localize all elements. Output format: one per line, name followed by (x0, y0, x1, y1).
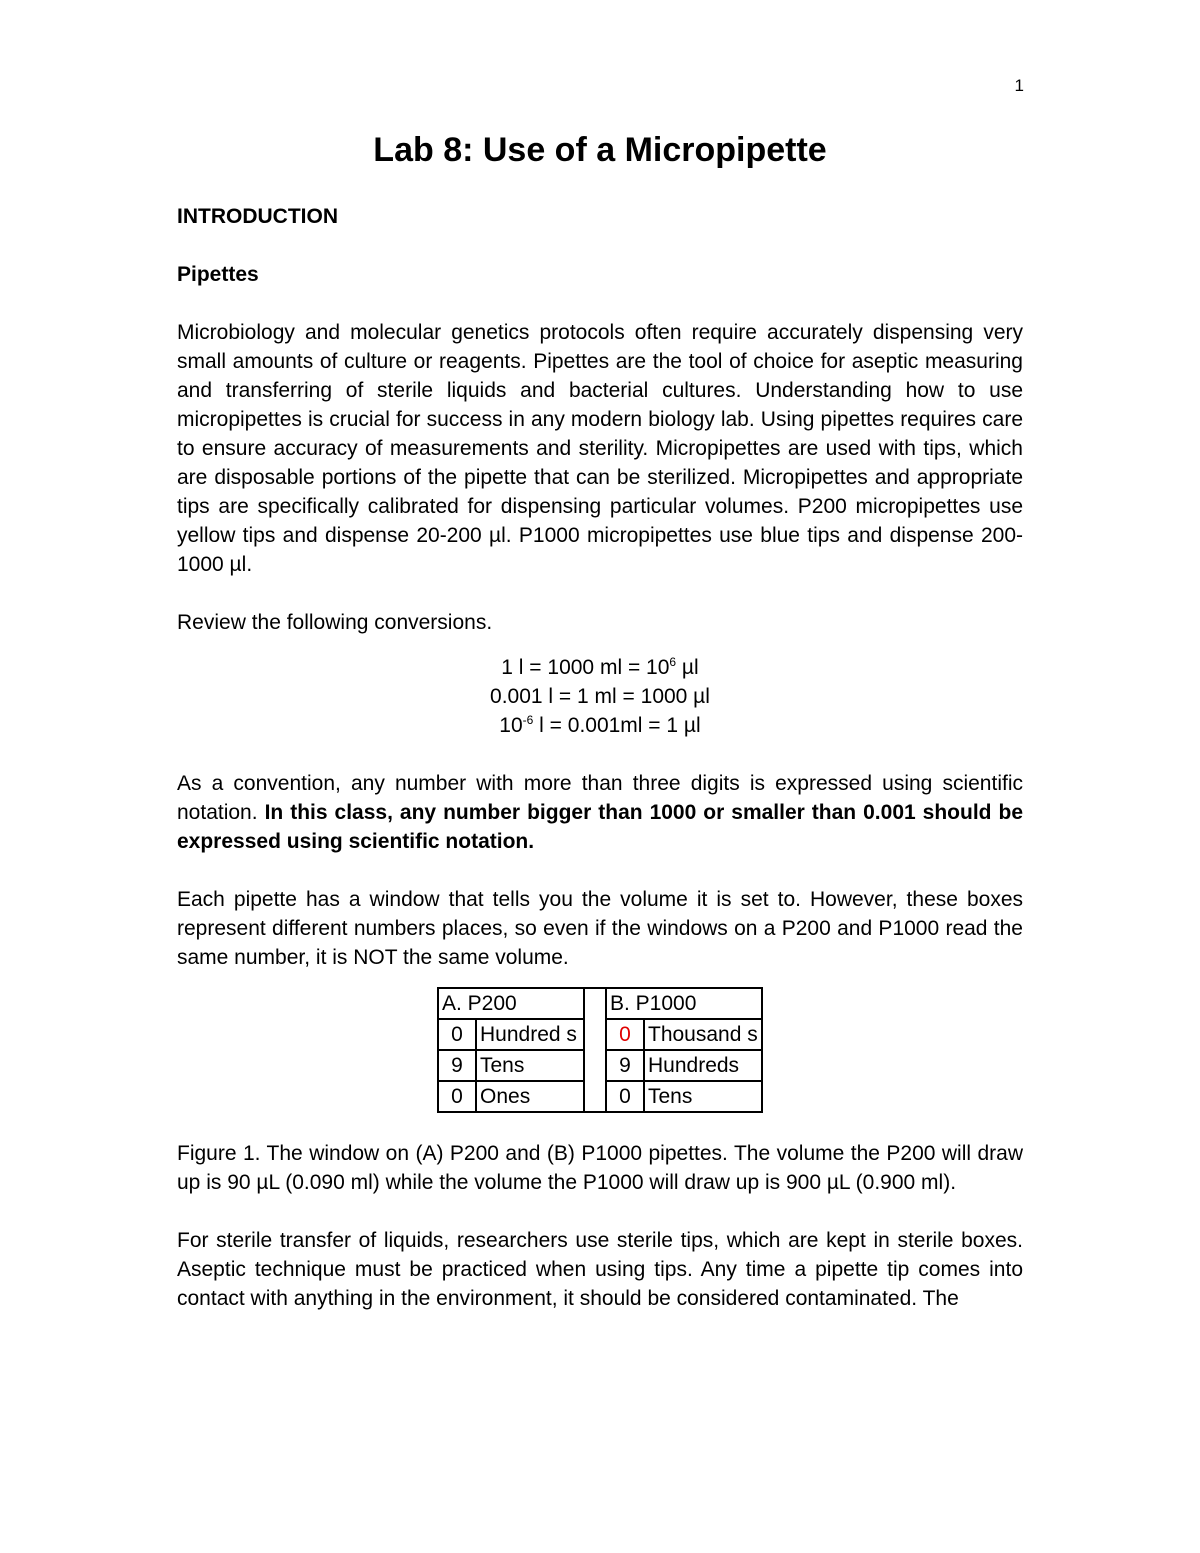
document-body (177, 128, 1023, 1342)
conversion-line-3: $10^{-6}$ l = 0.001ml = 1 µl (499, 713, 701, 737)
p200-digit: 9 (438, 1050, 476, 1081)
convention-paragraph: As a convention, any number with more than three digits is expressed using scientific notation. In this class, any number bigger than 1000 or smaller than 0.001 should be expressed using scientific notation. (177, 772, 1023, 853)
conversion-line-1: 1 l = 1000 ml = $10^6$ µl (501, 655, 699, 679)
p1000-place: Hundreds (644, 1050, 762, 1081)
p200-place: Hundred s (476, 1019, 584, 1050)
p200-digit: 0 (438, 1019, 476, 1050)
p1000-digit: 9 (606, 1050, 644, 1081)
p1000-digit-highlighted: 0 (606, 1019, 644, 1050)
intro-paragraph: Microbiology and molecular genetics protocols often require accurately dispensing very small amounts of culture or reagents. Pipettes are the tool of choice for aseptic measuring and transferring of sterile liquids and bacterial cultures. Understanding how to use micropipettes is crucial for success in any modern biology lab. Using pipettes requires care to ensure accuracy of measurements and sterility. Micropipettes are used with tips, which are disposable portions of the pipette that can be sterilized. Micropipettes and appropriate tips are specifically calibrated for dispensing particular volumes. P200 micropipettes use yellow tips and dispense 20-200 µl. P1000 micropipettes use blue tips and dispense 200-1000 µl. (177, 321, 1023, 576)
review-line: Review the following conversions. (177, 611, 493, 634)
table-header-p200: A. P200 (438, 988, 584, 1019)
page-title: Lab 8: Use of a Micropipette (373, 131, 827, 169)
p200-digit: 0 (438, 1081, 476, 1112)
window-paragraph: Each pipette has a window that tells you the volume it is set to. However, these boxes represent different numbers places, so even if the windows on a P200 and P1000 read the same number, it is NOT the same volume. (177, 888, 1023, 969)
conversions-block (177, 653, 1023, 740)
p1000-place: Tens (644, 1081, 762, 1112)
pipette-window-table (177, 987, 1023, 1113)
p1000-place: Thousand s (644, 1019, 762, 1050)
figure-caption: Figure 1. The window on (A) P200 and (B) P1000 pipettes. The volume the P200 will draw up is 90 µL (0.090 ml) while the volume the P1000 will draw up is 900 µL (0.900 ml). (177, 1142, 1023, 1194)
table-header-p1000: B. P1000 (606, 988, 762, 1019)
sterile-paragraph: For sterile transfer of liquids, researchers use sterile tips, which are kept in sterile boxes. Aseptic technique must be practiced when using tips. Any time a pipette tip comes into contact with anything in the environment, it should be considered contaminated. The (177, 1229, 1023, 1310)
p200-place: Ones (476, 1081, 584, 1112)
p200-place: Tens (476, 1050, 584, 1081)
convention-rule: In this class, any number bigger than 1000 or smaller than 0.001 should be expressed using scientific notation. (177, 801, 1023, 853)
subheading: Pipettes (177, 263, 259, 286)
p1000-digit: 0 (606, 1081, 644, 1112)
section-heading: INTRODUCTION (177, 205, 338, 228)
page-number: 1 (1014, 76, 1024, 95)
conversion-line-2: 0.001 l = 1 ml = 1000 µl (490, 685, 710, 708)
